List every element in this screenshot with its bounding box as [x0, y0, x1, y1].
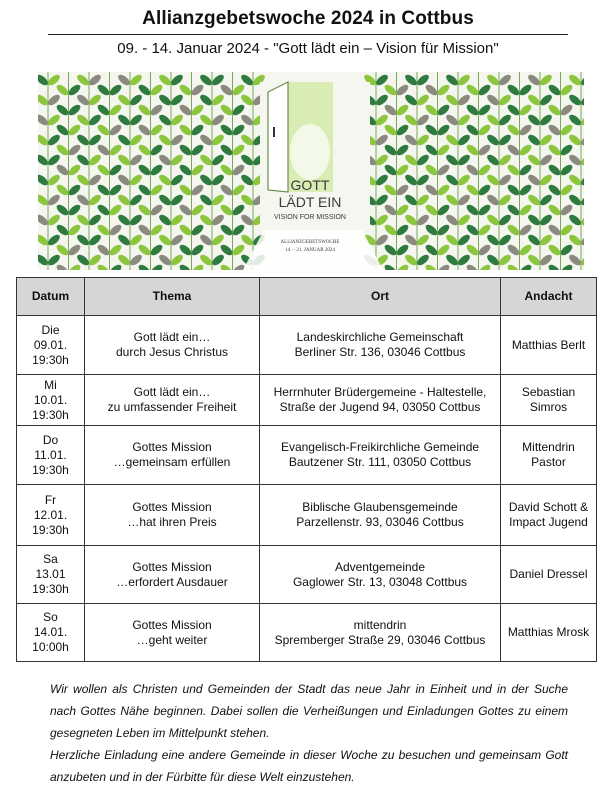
- leaf-shape: [395, 263, 410, 270]
- cell-andacht: [501, 316, 597, 375]
- datum-line: 19:30h: [32, 522, 69, 537]
- andacht-line: Simros: [529, 400, 568, 414]
- leaf-pattern-graphic: [38, 72, 584, 270]
- cell-ort: [260, 546, 501, 604]
- cell-andacht: [501, 375, 597, 426]
- thema-line: Gott lädt ein…: [133, 385, 211, 399]
- table-header-row: [17, 278, 597, 316]
- cell-datum: [17, 485, 85, 546]
- thema-line: …hat ihren Preis: [127, 515, 217, 529]
- schedule-table: [16, 277, 597, 662]
- cell-thema: [85, 485, 260, 546]
- title-underline: [48, 34, 568, 35]
- ort-line: Herrnhuter Brüdergemeine - Haltestelle,: [273, 385, 487, 399]
- cell-thema: [85, 316, 260, 375]
- banner-line1: GOTT: [290, 177, 330, 193]
- cell-ort: [260, 375, 501, 426]
- thema-line: …gemeinsam erfüllen: [113, 455, 231, 469]
- leaf-shape: [579, 153, 584, 168]
- cell-andacht: [501, 604, 597, 662]
- leaf-shape: [219, 263, 234, 270]
- leaf-shape: [518, 263, 533, 270]
- invitation-note: [50, 678, 568, 788]
- ort-line: Evangelisch-Freikirchliche Gemeinde: [280, 440, 480, 454]
- datum-line: 10.01.: [33, 392, 68, 407]
- banner-line3: VISION FOR MISSION: [274, 214, 346, 221]
- page-subtitle: 09. - 14. Januar 2024 - "Gott lädt ein – Vision für Mission": [117, 40, 499, 57]
- leaf-shape: [506, 263, 521, 270]
- andacht-line: Sebastian: [521, 385, 576, 399]
- ort-line: mittendrin: [353, 617, 407, 632]
- header-thema: Thema: [85, 278, 260, 316]
- leaf-shape: [436, 263, 451, 270]
- andacht-line: Matthias Mrosk: [507, 625, 590, 639]
- ort-line: Adventgemeinde: [334, 559, 426, 574]
- event-banner: [38, 72, 584, 270]
- cell-andacht: [501, 426, 597, 485]
- table-row: [17, 375, 597, 426]
- ort-line: Biblische Glaubensgemeinde: [302, 500, 458, 514]
- ort-line: Parzellenstr. 93, 03046 Cottbus: [296, 515, 464, 529]
- thema-line: Gottes Mission: [132, 500, 212, 514]
- datum-line: 19:30h: [32, 352, 69, 367]
- andacht-line: Daniel Dressel: [509, 567, 588, 581]
- leaf-shape: [579, 133, 584, 148]
- datum-line: So: [43, 610, 58, 624]
- leaf-shape: [55, 263, 70, 270]
- leaf-shape: [579, 173, 584, 188]
- leaf-shape: [579, 93, 584, 108]
- cell-datum: [17, 604, 85, 662]
- leaf-shape: [477, 263, 492, 270]
- table-row: [17, 316, 597, 375]
- leaf-shape: [108, 263, 123, 270]
- leaf-shape: [137, 263, 152, 270]
- thema-line: durch Jesus Christus: [115, 345, 229, 359]
- leaf-shape: [579, 233, 584, 248]
- cell-thema: [85, 375, 260, 426]
- header-ort: Ort: [260, 278, 501, 316]
- leaf-shape: [96, 263, 111, 270]
- andacht-line: David Schott &: [508, 500, 589, 514]
- cell-ort: [260, 485, 501, 546]
- cell-datum: [17, 316, 85, 375]
- leaf-shape: [579, 193, 584, 208]
- ort-line: Straße der Jugend 94, 03050 Cottbus: [279, 400, 481, 414]
- page-title: Allianzgebetswoche 2024 in Cottbus: [142, 8, 474, 29]
- thema-line: Gott lädt ein…: [133, 330, 211, 344]
- cell-ort: [260, 604, 501, 662]
- datum-line: Do: [42, 432, 59, 447]
- datum-line: 19:30h: [32, 462, 69, 477]
- cell-ort: [260, 316, 501, 375]
- datum-line: 19:30h: [32, 407, 69, 422]
- leaf-shape: [149, 263, 164, 270]
- leaf-shape: [559, 263, 574, 270]
- cell-thema: [85, 426, 260, 485]
- header-andacht: Andacht: [501, 278, 597, 316]
- datum-line: 12.01.: [33, 507, 68, 522]
- leaf-shape: [579, 253, 584, 268]
- leaf-shape: [424, 263, 439, 270]
- cell-ort: [260, 426, 501, 485]
- datum-line: 11.01.: [34, 447, 67, 462]
- thema-line: Gottes Mission: [132, 559, 212, 574]
- leaf-shape: [465, 263, 480, 270]
- note-paragraph-1: Wir wollen als Christen und Gemeinden der Stadt das neue Jahr in Einheit und in der Suche nach Gottes Nähe beginnen. Dabei sollen die Verheißungen und Einladungen Gottes zu einem gesegneten Leben im Mittelpunkt stehen.: [50, 682, 568, 740]
- datum-line: Fr: [44, 492, 57, 507]
- andacht-line: Matthias Berlt: [511, 337, 586, 352]
- ort-line: Spremberger Straße 29, 03046 Cottbus: [274, 632, 486, 647]
- cell-thema: [85, 604, 260, 662]
- datum-line: Sa: [43, 552, 58, 566]
- andacht-line: Impact Jugend: [509, 515, 588, 529]
- cell-andacht: [501, 546, 597, 604]
- banner-line2: LÄDT EIN: [278, 194, 342, 210]
- leaf-shape: [67, 263, 82, 270]
- datum-line: 14.01.: [33, 625, 68, 639]
- cell-datum: [17, 426, 85, 485]
- ort-line: Gaglower Str. 13, 03048 Cottbus: [292, 574, 468, 589]
- andacht-line: Pastor: [531, 455, 566, 469]
- datum-line: 10:00h: [32, 640, 69, 654]
- ort-line: Bautzener Str. 111, 03050 Cottbus: [288, 455, 472, 469]
- cell-thema: [85, 546, 260, 604]
- ort-line: Landeskirchliche Gemeinschaft: [296, 330, 464, 344]
- note-paragraph-2: Herzliche Einladung eine andere Gemeinde in dieser Woche zu besuchen und gemeinsam Gott anzubeten und in der Fürbitte für diese Welt einzustehen.: [50, 748, 568, 784]
- datum-line: Mi: [44, 377, 57, 392]
- thema-line: …erfordert Ausdauer: [116, 574, 228, 589]
- leaf-shape: [178, 263, 193, 270]
- cell-datum: [17, 375, 85, 426]
- table-row: [17, 485, 597, 546]
- thema-line: …geht weiter: [136, 632, 208, 647]
- cell-datum: [17, 546, 85, 604]
- banner-small1: ALLIANZGEBETSWOCHE: [280, 240, 340, 245]
- table-row: [17, 426, 597, 485]
- leaf-shape: [547, 263, 562, 270]
- banner-small2: 14. – 21. JANUAR 2024: [285, 248, 335, 253]
- door-leaf: [268, 82, 288, 192]
- leaf-shape: [579, 113, 584, 128]
- thema-line: Gottes Mission: [132, 440, 212, 454]
- leaf-shape: [579, 213, 584, 228]
- table-row: [17, 546, 597, 604]
- leaf-shape: [579, 73, 584, 88]
- thema-line: zu umfassender Freiheit: [107, 400, 237, 414]
- thema-line: Gottes Mission: [132, 617, 212, 632]
- header-datum: Datum: [17, 278, 85, 316]
- ort-line: Berliner Str. 136, 03046 Cottbus: [294, 345, 466, 359]
- cell-andacht: [501, 485, 597, 546]
- leaf-shape: [383, 263, 398, 270]
- leaf-shape: [190, 263, 205, 270]
- andacht-line: Mittendrin: [522, 440, 575, 454]
- table-row: [17, 604, 597, 662]
- datum-line: 09.01.: [33, 337, 68, 352]
- datum-line: 19:30h: [32, 582, 69, 596]
- datum-line: Die: [41, 322, 60, 337]
- datum-line: 13.01: [35, 567, 66, 581]
